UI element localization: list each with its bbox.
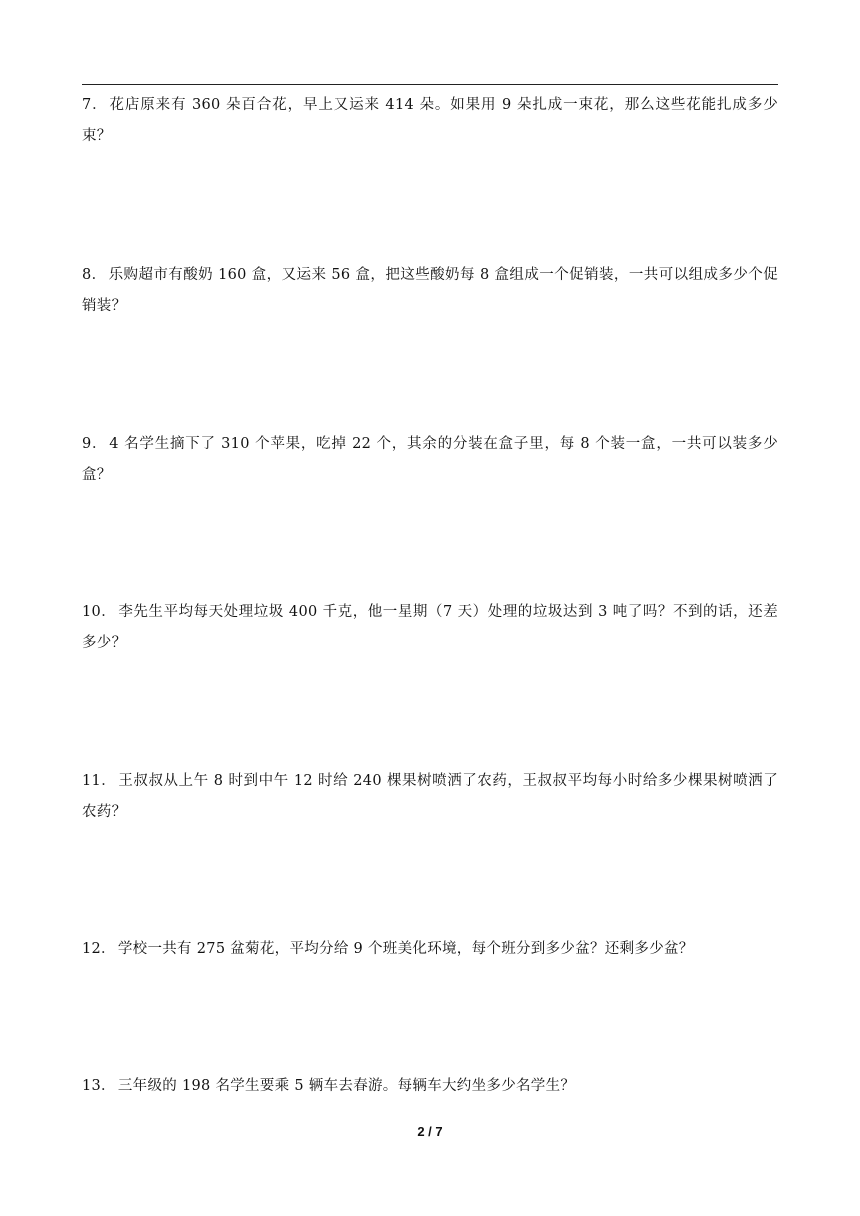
question-text: 乐购超市有酸奶 160 盒，又运来 56 盒，把这些酸奶每 8 盒组成一个促销装，一共可以组成多少个促销装？ (82, 267, 779, 314)
question-number: 9． (82, 436, 108, 452)
question-number: 11． (82, 773, 117, 789)
question-8 (82, 260, 778, 322)
question-text: 4 名学生摘下了 310 个苹果，吃掉 22 个，其余的分装在盒子里，每 8 个装一盒，一共可以装多少盒？ (82, 436, 778, 483)
question-9 (82, 429, 778, 491)
question-text: 学校一共有 275 盆菊花，平均分给 9 个班美化环境，每个班分到多少盆？还剩多少盆？ (117, 941, 694, 957)
page-number: 2 / 7 (417, 1124, 443, 1139)
header-rule (82, 84, 778, 85)
question-10 (82, 597, 778, 659)
question-text: 三年级的 198 名学生要乘 5 辆车去春游。每辆车大约坐多少名学生？ (117, 1078, 576, 1094)
question-text: 花店原来有 360 朵百合花，早上又运来 414 朵。如果用 9 朵扎成一束花，那么这些花能扎成多少束？ (82, 97, 779, 144)
question-number: 7． (82, 97, 108, 113)
question-number: 12． (82, 941, 116, 957)
question-text: 王叔叔从上午 8 时到中午 12 时给 240 棵果树喷洒了农药，王叔叔平均每小时给多少棵果树喷洒了农药？ (82, 773, 778, 820)
question-number: 8． (82, 267, 107, 283)
question-11 (82, 766, 778, 828)
question-7 (82, 90, 778, 152)
question-number: 13． (82, 1078, 116, 1094)
question-text: 李先生平均每天处理垃圾 400 千克，他一星期（7 天）处理的垃圾达到 3 吨了吗？不到的话，还差多少？ (82, 604, 778, 651)
question-13 (82, 1071, 778, 1102)
question-number: 10． (82, 604, 117, 620)
question-12 (82, 934, 778, 965)
